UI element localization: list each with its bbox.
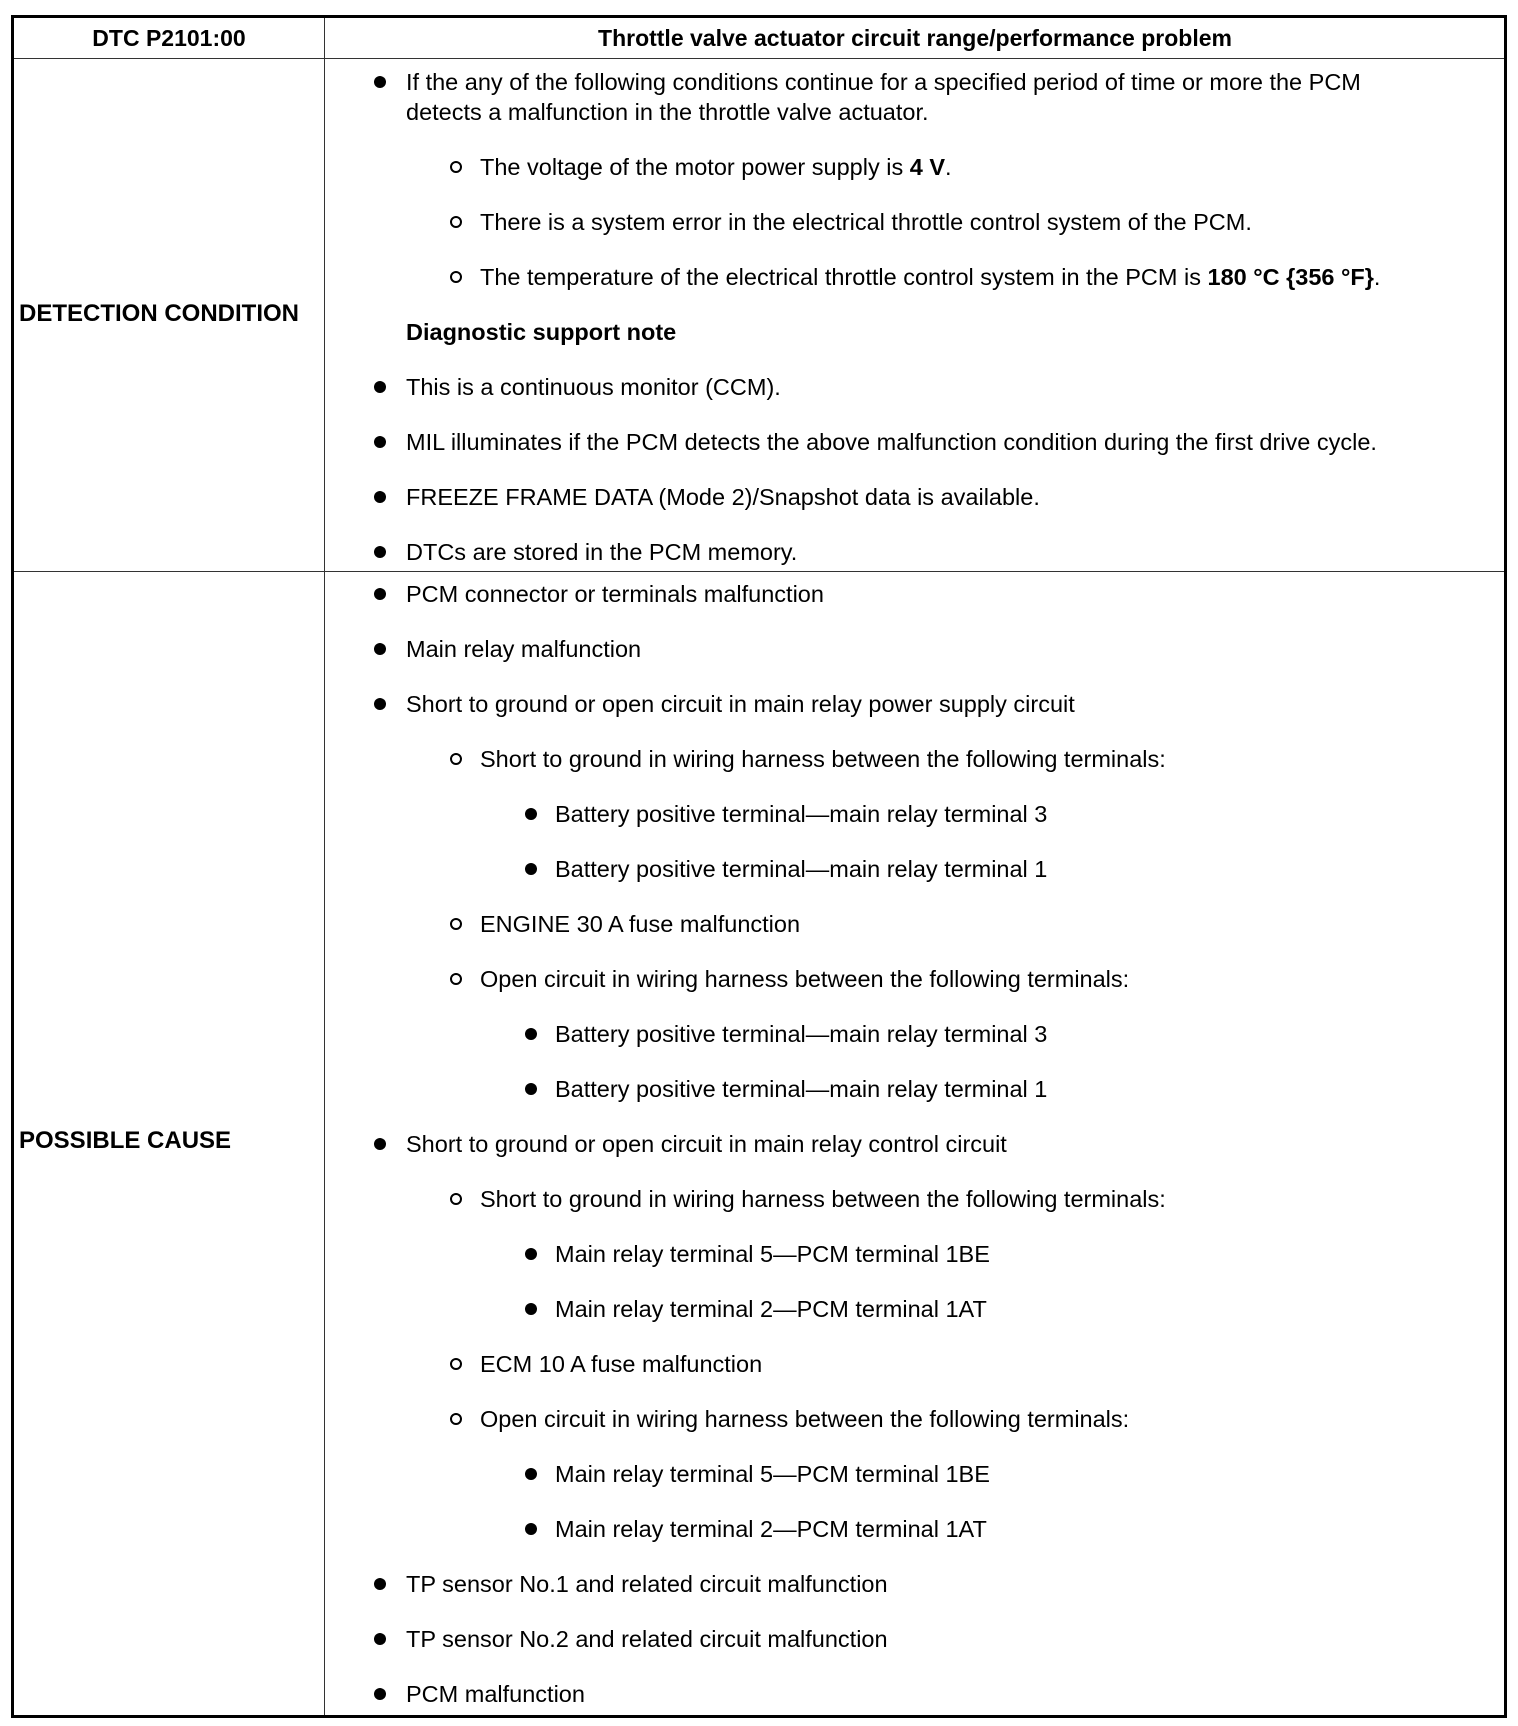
bullet-icon (525, 1468, 537, 1480)
detection-condition-label: DETECTION CONDITION (19, 300, 299, 327)
circle-bullet-icon (450, 973, 462, 985)
circle-bullet-icon (450, 1358, 462, 1370)
dtc-table: DTC P2101:00 Throttle valve actuator circuit range/performance problem DETECTION CONDITION POSSIBLE CAUSE If the any of the following conditions continue for a specified period of time or more the PCM detects a malfunction in the throttle valve actuator. The voltage of the motor power supply is 4 V. There is a system error in the electrical throttle control system of the PCM. The temperature of the electrical throttle control system in the PCM is 180 °C {356 °F}. Diagnostic support note This is a continuous monitor (CCM). MIL illuminates if the PCM detects the above malfunction condition during the first drive cycle. FREEZE FRAME DATA (Mode 2)/Snapshot data is available. DTCs are stored in the PCM memory. PCM connector or terminals malfunction Main relay malfunction Short to ground or open circuit in main relay power supply circuit Short to ground in wiring harness between the following terminals: Battery positive terminal—main relay terminal 3 Battery positive terminal—main relay terminal 1 ENGINE 30 A fuse malfunction Open circuit in wiring harness between the following terminals: Battery positive terminal—main relay terminal 3 Battery positive terminal—main relay terminal 1 Short to ground or open circuit in main relay control circuit Short to ground in wiring harness between the following terminals: Main relay terminal 5—PCM terminal 1BE Main relay terminal 2—PCM terminal 1AT ECM 10 A fuse malfunction Open circuit in wiring harness between the following terminals: Main relay terminal 5—PCM terminal 1BE Main relay terminal 2—PCM terminal 1AT TP sensor No.1 and related circuit malfunction TP sensor No.2 and related circuit malfunction PCM malfunction (11, 15, 1507, 1718)
bullet-icon (374, 491, 386, 503)
circle-bullet-icon (450, 1413, 462, 1425)
bullet-icon (525, 1083, 537, 1095)
possible-cause-label: POSSIBLE CAUSE (19, 1127, 232, 1154)
circle-bullet-icon (450, 918, 462, 930)
bullet-icon (374, 1633, 386, 1645)
bullet-icon (374, 1688, 386, 1700)
bullet-icon (525, 1028, 537, 1040)
list-item-continuation: detects a malfunction in the throttle valve actuator. (406, 99, 929, 125)
circle-bullet-icon (450, 1193, 462, 1205)
circle-bullet-icon (450, 271, 462, 283)
bullet-icon (374, 436, 386, 448)
row-divider (14, 571, 1504, 572)
diagnostic-support-note-title: Diagnostic support note (406, 319, 677, 345)
bullet-icon (374, 76, 386, 88)
dtc-code-header: DTC P2101:00 (92, 25, 246, 51)
bullet-icon (525, 863, 537, 875)
circle-bullet-icon (450, 216, 462, 228)
bullet-icon (374, 643, 386, 655)
header-divider (14, 58, 1504, 59)
bullet-icon (374, 698, 386, 710)
column-divider (324, 18, 325, 1715)
dtc-title-header: Throttle valve actuator circuit range/performance problem (598, 25, 1232, 51)
bullet-icon (525, 808, 537, 820)
circle-bullet-icon (450, 161, 462, 173)
bullet-icon (374, 588, 386, 600)
bullet-icon (374, 1138, 386, 1150)
bullet-icon (374, 1578, 386, 1590)
bullet-icon (374, 546, 386, 558)
bullet-icon (525, 1523, 537, 1535)
bullet-icon (374, 381, 386, 393)
circle-bullet-icon (450, 753, 462, 765)
bullet-icon (525, 1248, 537, 1260)
bullet-icon (525, 1303, 537, 1315)
